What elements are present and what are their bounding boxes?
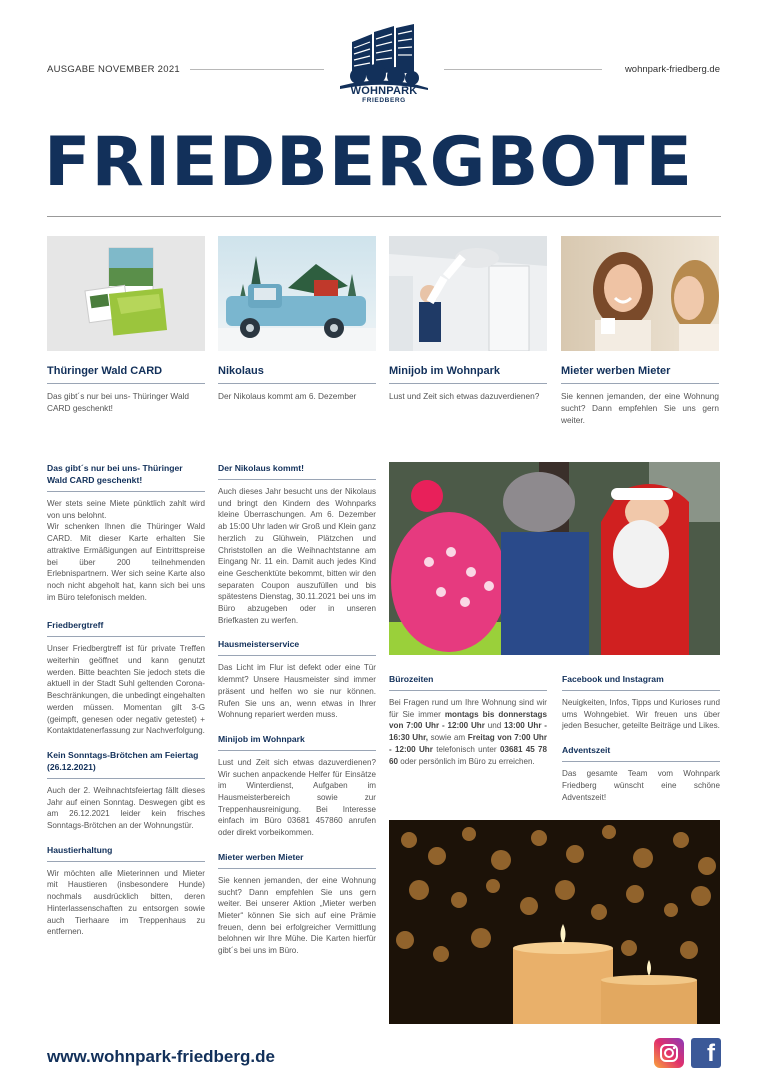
header-rule-right — [444, 69, 602, 70]
buero-hours-mo-do: montags bis donnerstags von 7:00 Uhr - 12:00 Uhr — [389, 709, 547, 731]
article-minijob-title: Minijob im Wohnpark — [218, 733, 376, 751]
masthead-title: FRIEDBERGBOTE — [44, 123, 693, 202]
teaser-mieter[interactable] — [561, 236, 719, 426]
article-facebook-text: Neuigkeiten, Infos, Tipps und Kurioses rund ums Wohngebiet. Wir freuen uns über jeden Besucher, geteilte Beiträge und Likes. — [562, 698, 720, 731]
teaser-title: Mieter werben Mieter — [561, 365, 719, 384]
header-rule-left — [190, 69, 324, 70]
instagram-icon[interactable] — [654, 1038, 684, 1068]
article-card-p1: Wer stets seine Miete pünktlich zahlt wird von uns belohnt. — [47, 499, 205, 520]
buero-text-3: sowie am — [430, 733, 466, 743]
article-mieter-text: Sie kennen jemanden, der eine Wohnung sucht? Dann empfehlen Sie uns gern weiter. Bei unserer Aktion „Mieter werben Mieter“ können Sie sich auf eine Prämie freuen, denn bei erfolgreicher Vermittlung belohnen wir Ihre Mühe. Die Karten hierfür gibt´s bei uns im Büro. — [218, 875, 376, 956]
article-card-p2: Wir schenken Ihnen die Thüringer Wald CARD. Mit dieser Karte erhalten Sie attraktive Ermäßigungen auf Eintrittspreise bei über 200 teilnehmenden Erlebnispartnern. Wer sich seine Karte also noch nicht abgeholt hat, kann sich bei uns im Büro telefonisch melden. — [47, 522, 205, 602]
teaser-text: Das gibt´s nur bei uns- Thüringer Wald CARD geschenkt! — [47, 391, 190, 413]
teaser-text: Sie kennen jemanden, der eine Wohnung sucht? Dann empfehlen Sie uns gern weiter. — [561, 391, 719, 425]
article-mieter-title: Mieter werben Mieter — [218, 851, 376, 869]
buero-hours-afternoon: 13:00 Uhr - 16:30 Uhr, — [389, 721, 547, 743]
facebook-icon[interactable] — [691, 1038, 721, 1068]
article-card-title: Das gibt´s nur bei uns- Thüringer Wald CARD geschenkt! — [47, 462, 205, 492]
article-card-text — [47, 498, 205, 603]
edition-label: AUSGABE NOVEMBER 2021 — [47, 64, 181, 75]
article-hausmeister-title: Hausmeisterservice — [218, 638, 376, 656]
article-nikolaus-text: Auch dieses Jahr besucht uns der Nikolaus und bringt den Kindern des Wohnparks kleine Überraschungen. Am 6. Dezember ab 15:00 Uhr laden wir Groß und Klein ganz herzlich zu Glühwein, Plätzchen und Christstollen an die Weihnachtstanne am Eingang Nr. 11 ein. Damit auch jedes Kind eine Geschenktüte bekommt, bitten wir den separaten Coupon auszufüllen und bis spätestens Dienstag, 30.11.2021 bei uns im Büro abzugeben oder in unseren Briefkasten zu werfen. — [218, 487, 376, 625]
buero-hours-friday: Freitag von 7:00 Uhr - 12:00 Uhr — [389, 733, 548, 754]
column-1 — [47, 462, 205, 950]
candles-photo — [389, 820, 720, 1024]
buero-text-1: Bei Fragen rund um Ihre Wohnung sind wir für Sie immer — [389, 698, 547, 719]
logo-sub: FRIEDBERG — [362, 97, 406, 104]
article-buero-title: Bürozeiten — [389, 673, 547, 691]
logo-wordmark — [334, 86, 434, 105]
logo-name: WOHNPARK — [350, 85, 418, 97]
santa-photo — [389, 462, 720, 655]
article-advent-title: Adventszeit — [562, 744, 720, 762]
teaser-card[interactable] — [47, 236, 205, 414]
teaser-text: Lust und Zeit sich etwas dazuverdienen? — [389, 391, 540, 401]
teaser-title: Minijob im Wohnpark — [389, 365, 547, 384]
women-image — [561, 236, 719, 351]
masthead-rule — [47, 216, 721, 217]
facebook-glyph: f — [707, 1040, 715, 1067]
card-image — [47, 236, 205, 351]
footer-website-link[interactable]: www.wohnpark-friedberg.de — [47, 1047, 275, 1066]
column-2 — [218, 462, 376, 969]
article-sonntag-text: Auch der 2. Weihnachtsfeiertag fällt dieses Jahr auf einen Sonntag. Deswegen gibt es am 26.12.2021 leider kein frisches Sonntags-Brötchen an der Wohnungstür. — [47, 785, 205, 831]
article-buero-text — [389, 697, 547, 767]
truck-image — [218, 236, 376, 351]
article-minijob-text: Lust und Zeit sich etwas dazuverdienen? Wir suchen anpackende Helfer für Einsätze im Winterdienst, Aufgaben im Hausmeisterbereich sowie zur Treppenhausreinigung. Bei Interesse einfach im Büro 03681 457860 anrufen oder direkt vorbeikommen. — [218, 757, 376, 838]
article-haustier-title: Haustierhaltung — [47, 844, 205, 862]
buero-text-5: oder persönlich im Büro zu erreichen. — [400, 756, 535, 766]
article-sonntag-title: Kein Sonntags-Brötchen am Feiertag (26.12.2021) — [47, 749, 205, 779]
article-hausmeister-text: Das Licht im Flur ist defekt oder eine Tür klemmt? Unsere Hausmeister sind immer präsent und helfen wo sie nur können. Rufen Sie uns an, wenn etwas in Ihrer Wohnung repariert werden muss. — [218, 663, 376, 720]
header-website-link[interactable]: wohnpark-friedberg.de — [624, 64, 720, 75]
worker-image — [389, 236, 547, 351]
column-4 — [562, 673, 720, 815]
column-3 — [389, 673, 547, 779]
article-advent-text: Das gesamte Team vom Wohnpark Friedberg wünscht eine schöne Adventszeit! — [562, 769, 720, 802]
teaser-text: Der Nikolaus kommt am 6. Dezember — [218, 391, 357, 401]
buero-text-2: und — [487, 721, 502, 731]
article-nikolaus-title: Der Nikolaus kommt! — [218, 462, 376, 480]
article-treff-title: Friedbergtreff — [47, 619, 205, 637]
buero-phone: 03681 45 78 60 — [389, 744, 548, 766]
article-haustier-text: Wir möchten alle Mieterinnen und Mieter mit Haustieren (insbesondere Hunde) nochmals ausdrücklich bitten, deren Hinterlassenschaften zu entsorgen sowie auch Tierhaare im Treppenhaus zu entfernen. — [47, 868, 205, 937]
teaser-title: Thüringer Wald CARD — [47, 365, 205, 384]
article-treff-text: Unser Friedbergtreff ist für private Treffen weiterhin geöffnet und kann genutzt werden. Bitte beachten Sie jedoch stets die aktuell in der Stadt Suhl geltenden Corona-Beschränkungen, die unbedingt eingehalten werden müssen. Momentan gilt 3-G (geimpft, genesen oder negativ getestet) + Kontaktdatenerfassung zur Nachverfolgung. — [47, 644, 205, 736]
teaser-minijob[interactable] — [389, 236, 547, 402]
teaser-title: Nikolaus — [218, 365, 376, 384]
teaser-nikolaus[interactable] — [218, 236, 376, 402]
article-facebook-title: Facebook und Instagram — [562, 673, 720, 691]
buero-text-4: telefonisch unter — [436, 744, 497, 754]
